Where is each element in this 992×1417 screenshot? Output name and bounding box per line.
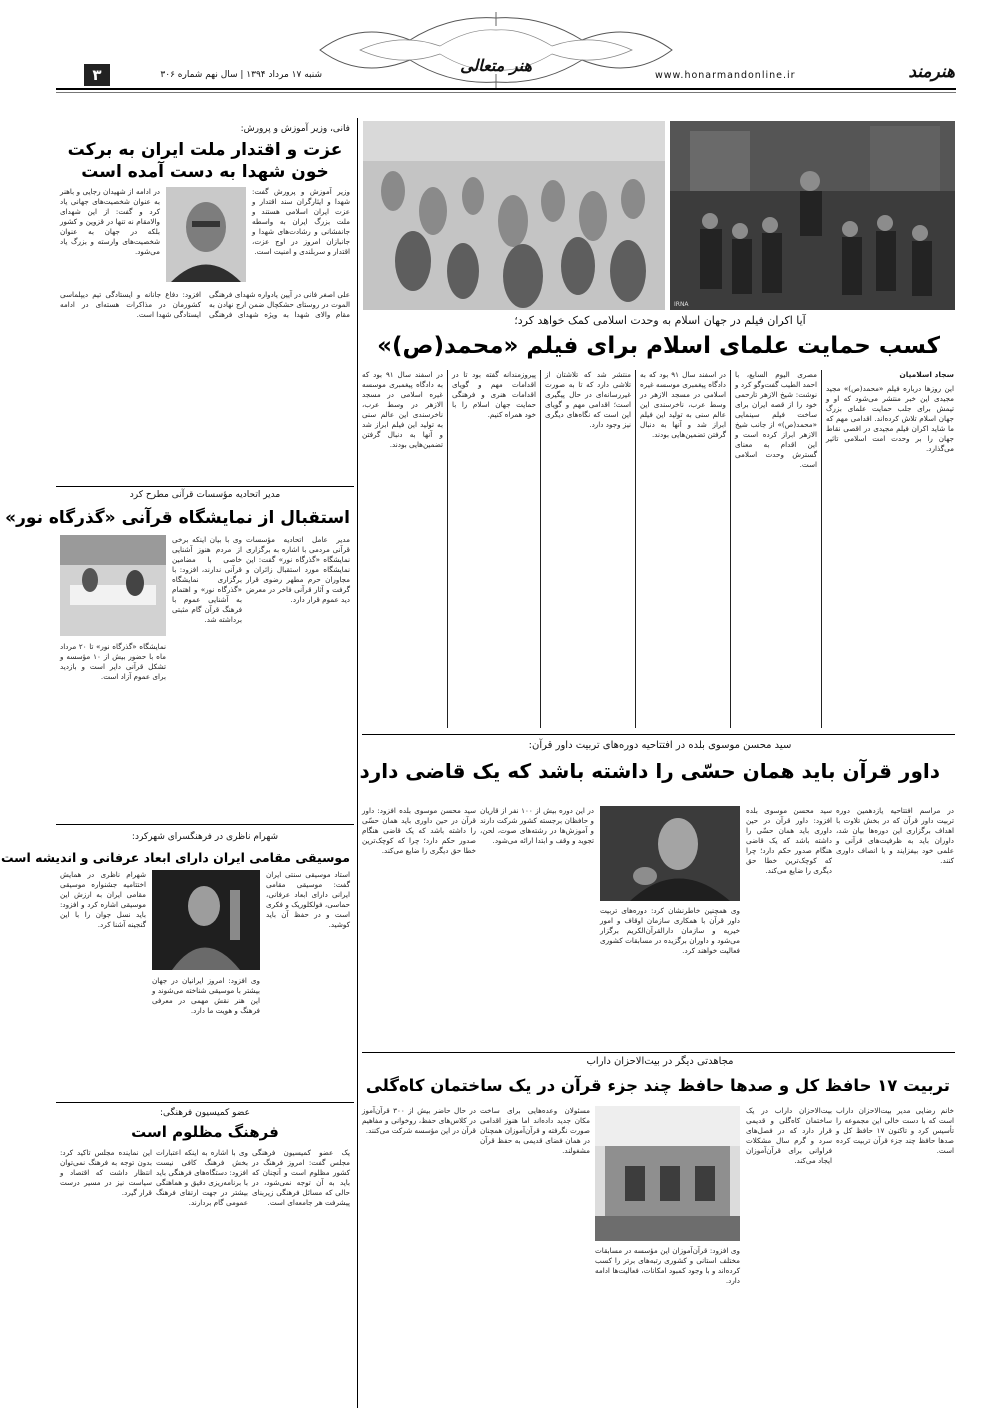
masthead-rule-thin <box>56 92 956 93</box>
hafez-headline: تربیت ۱۷ حافظ کل و صدها حافظ چند جزء قرآن در یک ساختمان کاه‌گلی <box>365 1076 950 1095</box>
music-col-1: استاد موسیقی سنتی ایران گفت: موسیقی مقامی ایرانی دارای ابعاد عرفانی، حماسی، فولکلوریک و فکری است و در حفظ آن باید کوشید. <box>266 870 350 929</box>
page-column-divider <box>357 118 358 1408</box>
hafez-col-3: وی افزود: قرآن‌آموزان این مؤسسه در مسابقات مختلف استانی و کشوری رتبه‌های برتر را کسب کرده‌اند و با وجود کمبود امکانات، فعالیت‌ها ادامه دارد. <box>595 1246 740 1285</box>
culture-col-1: یک عضو کمیسیون فرهنگی مجلس گفت: امروز فرهنگ در کشور مظلوم است و آنچنان که باید به آن توجه نمی‌شود، در حالی که مسائل فرهنگی زیربنای پیشرفت هر جامعه‌ای است. <box>252 1148 350 1207</box>
quran-expo-headline: استقبال از نمایشگاه قرآنی «گذرگاه نور» <box>5 508 350 528</box>
martyrs-portrait <box>166 187 246 282</box>
culture-headline: فرهنگ مظلوم است <box>131 1123 279 1141</box>
col-divider <box>635 370 636 728</box>
section-rule <box>56 486 354 487</box>
film-headline: کسب حمایت علمای اسلام برای فیلم «محمد(ص)» <box>377 333 940 359</box>
martyrs-col-1: وزیر آموزش و پرورش گفت: شهدا و ایثارگران سند اقتدار و عزت ایران اسلامی هستند و ملت بزرگ ایران به واسطه جانفشانی و رشادت‌های شهدا و جانبازان امروز در اوج عزت، اقتدار و سربلندی و امنیت است. <box>252 187 350 256</box>
section-title: هنر متعالی <box>460 56 532 75</box>
music-photo <box>152 870 260 970</box>
judge-col-2: سید محسن موسوی بلده افزود: داور قرآن در حین داوری باید همان حسّی را داشته باشد که یک قاضی هنگام صدور حکم دارد؛ چرا که کوچک‌ترین خطا حق دیگری را ضایع می‌کند. <box>746 806 832 875</box>
film-col-4: منتشر شد که تلاشتان از تلاشی دارد که تا به صورت غیررسانه‌ای در حال پیگیری است؛ اقدامی مهم و گویای این است که نگاه‌های دیگری نیز وجود دارد. <box>545 370 631 429</box>
martyrs-col-2: در ادامه از شهیدان رجایی و باهنر به عنوان شخصیت‌های جهانی یاد کرد و گفت: از این شهدای والامقام نه تنها در قزوین و کشور بلکه در جهان به عنوان شخصیت‌های وارسته و بزرگ یاد می‌شود. <box>60 187 160 256</box>
martyrs-headline: عزت و اقتدار ملت ایران به برکت خون شهدا به دست آمده است <box>67 140 343 182</box>
masthead <box>0 0 992 100</box>
website-url[interactable]: www.honarmandonline.ir <box>655 70 796 81</box>
byline-text: سجاد اسلامیان <box>899 370 954 379</box>
film-col-2: مصری الیوم السابع، با احمد الطیب گفت‌وگو کرد و نوشت: شیخ الازهر تارحمی خود را از قصه ایران برای ساخت فیلم سینمایی «محمد(ص)» از جانب شیخ الازهر ابراز کرده است و این اقدام به معنای گسترش وحدت اسلامی است. <box>735 370 817 469</box>
page-number <box>84 64 110 86</box>
judge-col-3: وی همچنین خاطرنشان کرد: دوره‌های تربیت داور قرآن با همکاری سازمان اوقاف و امور خیریه و سازمان دارالقرآن‌الکریم برگزار می‌شود و داوران برگزیده در مسابقات کشوری فعالیت خواهند کرد. <box>600 906 740 955</box>
culture-col-3: این نماینده مجلس تاکید کرد: بدون توجه به فرهنگ نمی‌توان انتظار داشت که اقتصاد و سیاست نیز در مسیر درست قرار گیرد. <box>60 1148 152 1197</box>
col-divider <box>821 370 822 728</box>
page-number-label: ۳ <box>92 66 102 84</box>
hafez-col-2: بیت‌الاحزان داراب در یک ساختمان کاه‌گلی و قدیمی قرار دارد که در فصل‌های سرد و گرم سال مشکلات فراوانی برای قرآن‌آموزان ایجاد می‌کند. <box>746 1106 832 1165</box>
film-photo-crowd <box>363 121 665 310</box>
hafez-col-4: مسئولان وعده‌هایی برای ساخت مکان جدید داده‌اند اما هنوز اقدامی صورت نگرفته و قرآن‌آموزان همچنان در همان فضای قدیمی به حفظ قرآن مشغولند. <box>480 1106 590 1155</box>
section-rule <box>56 824 354 825</box>
music-col-3: وی افزود: امروز ایرانیان در جهان بیشتر با موسیقی شناخته می‌شوند و این هنر نقش مهمی در معرفی فرهنگ و هویت ما دارد. <box>152 976 260 1015</box>
quran-expo-photo <box>60 535 166 636</box>
film-byline <box>826 370 954 382</box>
judge-kicker: سید محسن موسوی بلده در افتتاحیه دوره‌های تربیت داور قرآن: <box>528 740 792 751</box>
photo-credit: IRNA <box>674 301 689 308</box>
section-rule <box>362 1052 955 1053</box>
judge-photo <box>600 806 740 901</box>
film-col-1: این روزها درباره فیلم «محمد(ص)» مجید مجیدی این خبر منتشر می‌شود که او و تیمش برای جلب حمایت علمای بزرگ جهان اسلام تلاش کرده‌اند. اقدامی مهم که ما شاید اکران فیلم مجیدی در اقصی نقاط جهان را بر وحدت امت اسلامی تاثیر می‌گذارد. <box>826 384 954 453</box>
col-divider <box>447 370 448 728</box>
martyrs-col-3: علی اصغر فانی در آیین یادواره شهدای فرهنگی الموت در روستای حشکچال ضمن ارج نهادن به مقام والای شهدا به ویژه شهدای فرهنگی افزود: دفاع جانانه و ایستادگی تیم دیپلماسی کشورمان در مذاکرات هسته‌ای در ادامه ایستادگی شهدا است. <box>60 290 350 319</box>
hafez-kicker: مجاهدتی دیگر در بیت‌الاحزان داراب <box>586 1056 734 1067</box>
hafez-col-1: خانم رضایی مدیر بیت‌الاحزان داراب است که با دست خالی این مجموعه را تأسیس کرد و تاکنون ۱۷ حافظ کل و صدها حافظ چند جزء قرآن تربیت کرده است. <box>836 1106 954 1155</box>
film-col-3: در اسفند سال ۹۱ بود که به دادگاه پیغمبری موسسه غیره اسلامی در مسجد الازهر در وسط عرب، ناخرسندی این عالم سنی به تولید این فیلم ابراز شد و آنها به دنبال گرفتن تضمین‌هایی بودند. <box>640 370 726 439</box>
col-divider <box>730 370 731 728</box>
hafez-photo-building <box>595 1106 740 1241</box>
issue-date: شنبه ۱۷ مرداد ۱۳۹۴ | سال نهم شماره ۳۰۶ <box>160 70 322 80</box>
martyrs-kicker: فانی، وزیر آموزش و پرورش: <box>240 124 350 134</box>
music-col-2: شهرام ناظری در همایش اختتامیه جشنواره موسیقی مقامی ایران به ارزش این موسیقی اشاره کرد و افزود: باید نسل جوان را با این گنجینه آشنا کرد. <box>60 870 146 929</box>
masthead-rule <box>56 88 956 90</box>
film-kicker: آیا اکران فیلم در جهان اسلام به وحدت اسلامی کمک خواهد کرد؛ <box>514 314 806 327</box>
judge-col-4: در این دوره بیش از ۱۰۰ نفر از قاریان و حافظان برجسته کشور شرکت دارند و آموزش‌ها در رشته‌های صوت، لحن، تجوید و وقف و ابتدا ارائه می‌شود. <box>480 806 594 845</box>
film-photo-scene <box>670 121 955 310</box>
music-headline: موسیقی مقامی ایران دارای ابعاد عرفانی و اندیشه است <box>0 850 350 865</box>
section-rule <box>56 1102 354 1103</box>
col-divider <box>540 370 541 728</box>
judge-col-5: سید محسن موسوی بلده افزود: داور قرآن در حین داوری باید همان حسّی را داشته باشد که یک قاضی هنگام صدور حکم دارد؛ چرا که کوچک‌ترین خطا حق دیگری را ضایع می‌کند. <box>362 806 476 855</box>
judge-col-1: در مراسم افتتاحیه یازدهمین دوره تربیت داور قرآن که در بخش تلاوت با اهداف برگزاری این دوره‌ها بیان شد، داوران باید به ظرفیت‌های قرآنی و علمی خود بیفزایند و با انصاف داوری کنند. <box>836 806 954 865</box>
hafez-col-5: در حال حاضر بیش از ۳۰۰ قرآن‌آموز در کلاس‌های حفظ، روخوانی و مفاهیم قرآن در این مؤسسه شرکت می‌کنند. <box>362 1106 476 1135</box>
culture-col-2: وی با اشاره به اینکه اعتبارات بخش فرهنگ کافی نیست افزود: دستگاه‌های فرهنگی باید با برنامه‌ریزی دقیق و هماهنگی بیشتر در جهت ارتقای فرهنگ عمومی گام بردارند. <box>156 1148 248 1207</box>
section-rule <box>362 734 955 735</box>
film-col-6: در اسفند سال ۹۱ بود که به دادگاه پیغمبری موسسه غیره اسلامی در مسجد الازهر در وسط عرب، ناخرسندی این عالم سنی به تولید این فیلم ابراز شد و آنها به دنبال گرفتن تضمین‌هایی بودند. <box>362 370 443 449</box>
film-col-5: پیروزمندانه گفته بود تا در اقدامات مهم و گویای اقدامات هنری و فرهنگی حمایت جهان اسلام را با خود همراه کنیم. <box>452 370 536 419</box>
music-kicker: شهرام ناظری در فرهنگسرای شهرکرد: <box>131 832 279 842</box>
site-logo: هنرمند <box>908 62 955 82</box>
quran-expo-col-3: نمایشگاه «گذرگاه نور» تا ۲۰ مرداد ماه با حضور بیش از ۱۰ مؤسسه و تشکل قرآنی دایر است و بازدید برای عموم آزاد است. <box>60 642 166 681</box>
ornament-icon <box>300 10 692 90</box>
quran-expo-kicker: مدیر اتحادیه مؤسسات قرآنی مطرح کرد <box>129 490 281 500</box>
judge-headline: داور قرآن باید همان حسّی را داشته باشد که یک قاضی دارد <box>359 759 940 783</box>
culture-kicker: عضو کمیسیون فرهنگی: <box>160 1108 250 1118</box>
quran-expo-col-1: مدیر عامل اتحادیه مؤسسات قرآنی مردمی با اشاره به برگزاری نمایشگاه «گذرگاه نور» گفت: این نمایشگاه مورد استقبال زائران و مجاوران حرم مطهر رضوی قرار گرفت و آثار قرآنی فاخر در معرض دید عموم قرار دارد. <box>246 535 350 604</box>
quran-expo-col-2: وی با بیان اینکه برخی از مردم هنوز آشنایی خاصی با مضامین قرآنی ندارند، افزود: با برگزاری نمایشگاه «گذرگاه نور» و اهتمام به آشنایی عموم با فرهنگ قرآن گام مثبتی برداشته شد. <box>172 535 242 624</box>
